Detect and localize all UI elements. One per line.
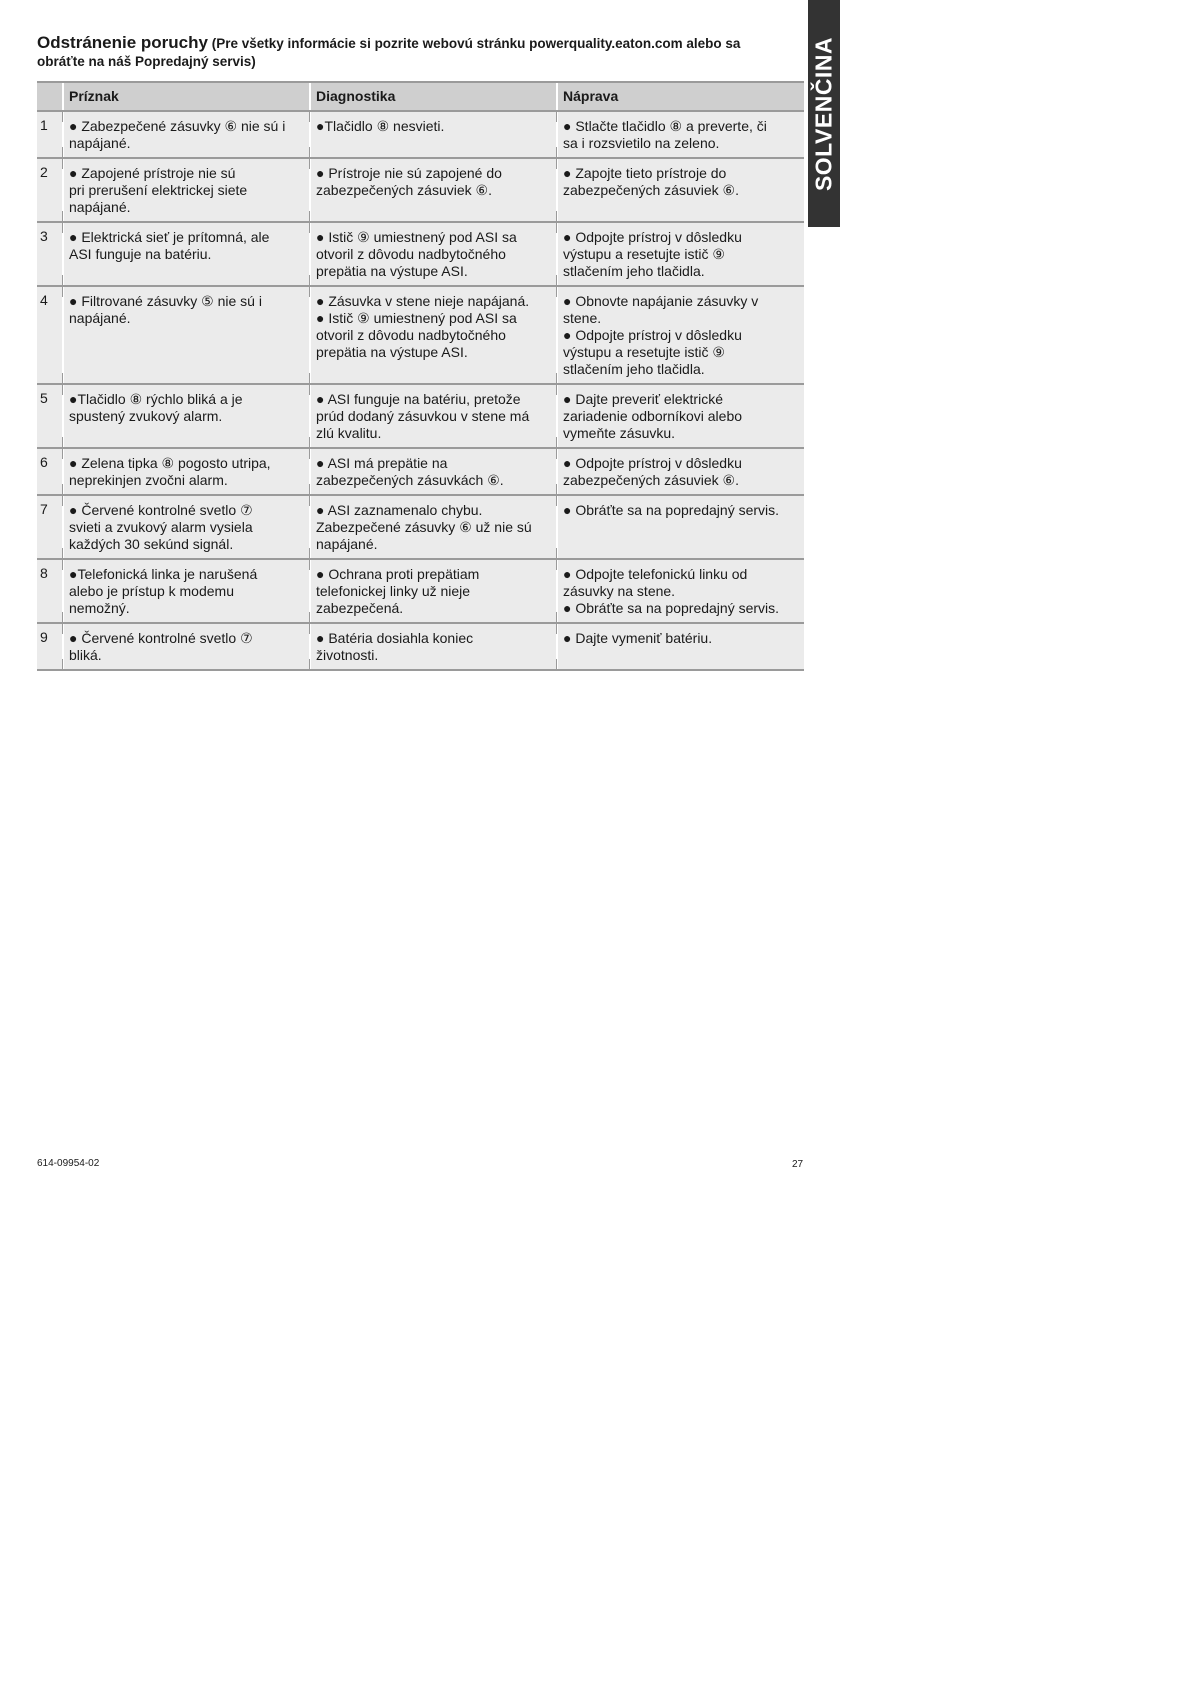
remedy-cell <box>557 222 804 286</box>
language-tab <box>808 0 840 227</box>
table-row <box>37 495 804 559</box>
row-number: 4 <box>37 286 63 384</box>
diagnosis-cell <box>310 448 557 495</box>
symptom-text: ● Zabezpečené zásuvky ⑥ nie sú i napájané. <box>69 118 286 151</box>
diagnosis-cell <box>310 158 557 222</box>
symptom-text: ● Elektrická sieť je prítomná, ale ASI funguje na batériu. <box>69 229 270 262</box>
remedy-cell <box>557 623 804 670</box>
row-number: 9 <box>37 623 63 670</box>
table-row <box>37 158 804 222</box>
symptom-cell <box>63 111 310 158</box>
table-row <box>37 111 804 158</box>
section-heading: Odstránenie poruchy <box>37 33 208 52</box>
remedy-text: ● Dajte preveriť elektrické zariadenie odborníkovi alebo vymeňte zásuvku. <box>563 391 743 441</box>
table-row <box>37 448 804 495</box>
symptom-cell <box>63 222 310 286</box>
remedy-cell <box>557 286 804 384</box>
diagnosis-cell <box>310 286 557 384</box>
diagnosis-text: ● ASI má prepätie na zabezpečených zásuvkách ⑥. <box>316 455 504 488</box>
row-number: 7 <box>37 495 63 559</box>
symptom-text: ● Filtrované zásuvky ⑤ nie sú i napájané. <box>69 293 262 326</box>
remedy-text: ● Stlačte tlačidlo ⑧ a preverte, či sa i rozsvietilo na zeleno. <box>563 118 767 151</box>
column-header-number <box>37 82 63 111</box>
page-number: 27 <box>792 1159 804 1170</box>
diagnosis-text: ● ASI funguje na batériu, pretože prúd dodaný zásuvkou v stene má zlú kvalitu. <box>316 391 530 441</box>
table-row <box>37 559 804 623</box>
symptom-text: ● Červené kontrolné svetlo ⑦ svieti a zvukový alarm vysiela každých 30 sekúnd signál. <box>69 502 253 552</box>
section-subheading: (Pre všetky informácie si pozrite webovú stránku powerquality.eaton.com alebo sa obráťte na náš Popredajný servis) <box>37 36 741 69</box>
symptom-text: ●Telefonická linka je narušená alebo je prístup k modemu nemožný. <box>69 566 258 616</box>
diagnosis-cell <box>310 623 557 670</box>
language-tab-label: SOLVENČINA <box>810 36 837 191</box>
table-row <box>37 384 804 448</box>
diagnosis-cell <box>310 495 557 559</box>
troubleshooting-table <box>37 81 804 671</box>
remedy-cell <box>557 495 804 559</box>
column-header-diagnosis: Diagnostika <box>310 82 557 111</box>
symptom-text: ● Zapojené prístroje nie sú pri prerušení elektrickej siete napájané. <box>69 165 248 215</box>
remedy-text: ● Zapojte tieto prístroje do zabezpečených zásuviek ⑥. <box>563 165 739 198</box>
remedy-cell <box>557 111 804 158</box>
symptom-text: ●Tlačidlo ⑧ rýchlo bliká a je spustený zvukový alarm. <box>69 391 243 424</box>
row-number: 2 <box>37 158 63 222</box>
symptom-text: ● Červené kontrolné svetlo ⑦ bliká. <box>69 630 253 663</box>
column-header-symptom: Príznak <box>63 82 310 111</box>
diagnosis-cell <box>310 222 557 286</box>
remedy-text: ● Odpojte telefonickú linku od zásuvky na stene. ● Obráťte sa na popredajný servis. <box>563 566 780 616</box>
remedy-text: ● Dajte vymeniť batériu. <box>563 630 713 646</box>
table-row <box>37 286 804 384</box>
symptom-cell <box>63 623 310 670</box>
row-number: 3 <box>37 222 63 286</box>
symptom-cell <box>63 495 310 559</box>
diagnosis-text: ● Prístroje nie sú zapojené do zabezpečených zásuviek ⑥. <box>316 165 502 198</box>
column-header-remedy: Náprava <box>557 82 804 111</box>
diagnosis-text: ● Zásuvka v stene nieje napájaná. ● Istič ⑨ umiestnený pod ASI sa otvoril z dôvodu nadbytočného prepätia na výstupe ASI. <box>316 293 530 360</box>
page-title <box>37 34 787 71</box>
diagnosis-text: ● Istič ⑨ umiestnený pod ASI sa otvoril z dôvodu nadbytočného prepätia na výstupe ASI. <box>316 229 517 279</box>
table-row <box>37 623 804 670</box>
table-row <box>37 222 804 286</box>
row-number: 8 <box>37 559 63 623</box>
diagnosis-text: ●Tlačidlo ⑧ nesvieti. <box>316 118 445 134</box>
remedy-cell <box>557 448 804 495</box>
diagnosis-cell <box>310 559 557 623</box>
diagnosis-text: ● Ochrana proti prepätiam telefonickej linky už nieje zabezpečená. <box>316 566 480 616</box>
symptom-cell <box>63 559 310 623</box>
symptom-cell <box>63 158 310 222</box>
table-header-row <box>37 82 804 111</box>
symptom-cell <box>63 384 310 448</box>
remedy-text: ● Odpojte prístroj v dôsledku výstupu a resetujte istič ⑨ stlačením jeho tlačidla. <box>563 229 742 279</box>
diagnosis-text: ● Batéria dosiahla koniec životnosti. <box>316 630 474 663</box>
diagnosis-cell <box>310 111 557 158</box>
remedy-cell <box>557 559 804 623</box>
row-number: 1 <box>37 111 63 158</box>
row-number: 6 <box>37 448 63 495</box>
diagnosis-text: ● ASI zaznamenalo chybu. Zabezpečené zásuvky ⑥ už nie sú napájané. <box>316 502 532 552</box>
symptom-text: ● Zelena tipka ⑧ pogosto utripa, neprekinjen zvočni alarm. <box>69 455 271 488</box>
remedy-text: ● Obnovte napájanie zásuvky v stene. ● Odpojte prístroj v dôsledku výstupu a resetujte istič ⑨ stlačením jeho tlačidla. <box>563 293 759 377</box>
symptom-cell <box>63 448 310 495</box>
row-number: 5 <box>37 384 63 448</box>
remedy-cell <box>557 158 804 222</box>
symptom-cell <box>63 286 310 384</box>
remedy-cell <box>557 384 804 448</box>
document-code: 614-09954-02 <box>37 1158 100 1169</box>
diagnosis-cell <box>310 384 557 448</box>
remedy-text: ● Obráťte sa na popredajný servis. <box>563 502 780 518</box>
remedy-text: ● Odpojte prístroj v dôsledku zabezpečených zásuviek ⑥. <box>563 455 742 488</box>
